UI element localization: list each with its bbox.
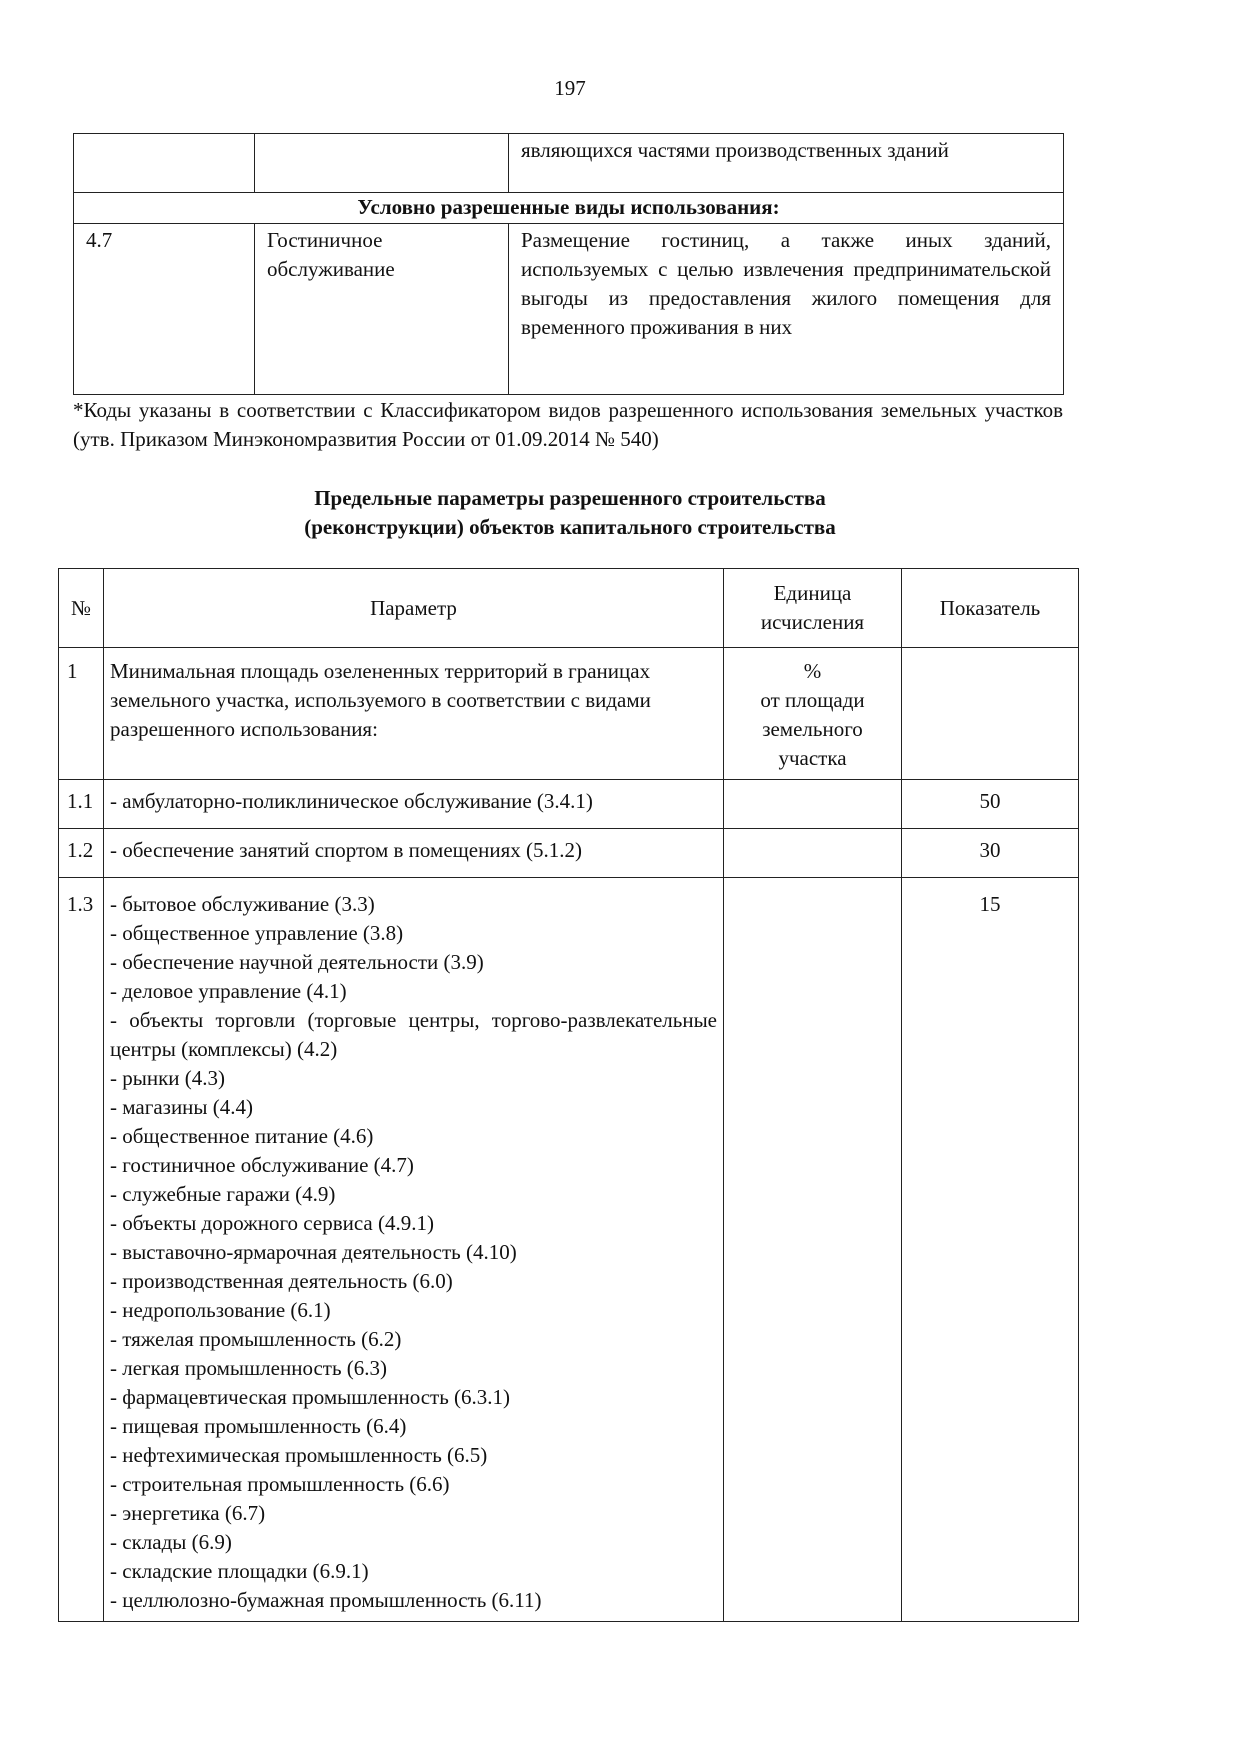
- unit-cell: [724, 780, 902, 829]
- header-unit: Единица исчисления: [724, 569, 902, 648]
- list-item: - выставочно-ярмарочная деятельность (4.10): [110, 1240, 517, 1264]
- list-item: - фармацевтическая промышленность (6.3.1): [110, 1385, 511, 1409]
- parameter-cell: - обеспечение занятий спортом в помещениях (5.1.2): [104, 829, 724, 878]
- unit-cell: [724, 648, 902, 780]
- unit-description: от площади земельного участка: [760, 688, 865, 770]
- construction-parameters-table: [58, 568, 1079, 1622]
- header-parameter: Параметр: [104, 569, 724, 648]
- list-item: - рынки (4.3): [110, 1066, 226, 1090]
- list-item: - пищевая промышленность (6.4): [110, 1414, 407, 1438]
- value-cell: 50: [902, 780, 1079, 829]
- list-item: - деловое управление (4.1): [110, 979, 347, 1003]
- parameter-cell: Минимальная площадь озелененных территорий в границах земельного участка, используемого в соответствии с видами разрешенного использования:: [104, 648, 724, 780]
- unit-cell: [724, 878, 902, 1622]
- table-row: [59, 780, 1079, 829]
- value-cell: [902, 648, 1079, 780]
- description-cell: являющихся частями производственных зданий: [509, 134, 1064, 193]
- table-header-row: [59, 569, 1079, 648]
- header-num: №: [59, 569, 104, 648]
- num-cell: 1.2: [59, 829, 104, 878]
- value-cell: 15: [902, 878, 1079, 1622]
- footnote: *Коды указаны в соответствии с Классификатором видов разрешенного использования земельных участков (утв. Приказом Минэкономразвития России от 01.09.2014 № 540): [73, 398, 1063, 451]
- list-item: - гостиничное обслуживание (4.7): [110, 1153, 414, 1177]
- header-value: Показатель: [902, 569, 1079, 648]
- list-item: - объекты дорожного сервиса (4.9.1): [110, 1211, 434, 1235]
- num-cell: 1.1: [59, 780, 104, 829]
- list-item: - обеспечение научной деятельности (3.9): [110, 950, 484, 974]
- list-item: - легкая промышленность (6.3): [110, 1356, 388, 1380]
- table-row: [59, 829, 1079, 878]
- table-row: [59, 878, 1079, 1622]
- num-cell: 1: [59, 648, 104, 780]
- code-cell: 4.7: [74, 224, 255, 395]
- table-row: [59, 648, 1079, 780]
- list-item: - энергетика (6.7): [110, 1501, 266, 1525]
- section-title: [0, 484, 1140, 542]
- list-item: - магазины (4.4): [110, 1095, 254, 1119]
- unit-symbol: %: [803, 659, 822, 683]
- parameter-cell: - амбулаторно-поликлиническое обслуживание (3.4.1): [104, 780, 724, 829]
- section-title-line-2: (реконструкции) объектов капитального строительства: [304, 515, 836, 539]
- num-cell: 1.3: [59, 878, 104, 1622]
- table-row: [74, 224, 1064, 395]
- list-item: - объекты торговли (торговые центры, торгово-развлекательные центры (комплексы) (4.2): [110, 1008, 717, 1061]
- list-item: - целлюлозно-бумажная промышленность (6.11): [110, 1588, 542, 1612]
- permitted-uses-table: [73, 133, 1064, 395]
- name-cell: Гостиничное обслуживание: [255, 224, 509, 395]
- page-number: 197: [554, 76, 586, 100]
- list-item: - производственная деятельность (6.0): [110, 1269, 453, 1293]
- list-item: - склады (6.9): [110, 1530, 232, 1554]
- list-item: - строительная промышленность (6.6): [110, 1472, 450, 1496]
- code-cell: [74, 134, 255, 193]
- name-cell: [255, 134, 509, 193]
- list-item: - тяжелая промышленность (6.2): [110, 1327, 402, 1351]
- list-item: - недропользование (6.1): [110, 1298, 331, 1322]
- list-item: - нефтехимическая промышленность (6.5): [110, 1443, 488, 1467]
- section-header-conditional-uses: Условно разрешенные виды использования:: [74, 193, 1064, 224]
- description-cell: Размещение гостиниц, а также иных зданий, используемых с целью извлечения предпринимательской выгоды из предоставления жилого помещения для временного проживания в них: [509, 224, 1064, 395]
- section-header-row: [74, 193, 1064, 224]
- table-row-continuation: [74, 134, 1064, 193]
- value-cell: 30: [902, 829, 1079, 878]
- list-item: - общественное питание (4.6): [110, 1124, 374, 1148]
- list-item: - служебные гаражи (4.9): [110, 1182, 336, 1206]
- list-item: - складские площадки (6.9.1): [110, 1559, 369, 1583]
- section-title-line-1: Предельные параметры разрешенного строительства: [314, 486, 826, 510]
- list-item: - общественное управление (3.8): [110, 921, 404, 945]
- list-item: - бытовое обслуживание (3.3): [110, 892, 375, 916]
- unit-cell: [724, 829, 902, 878]
- parameter-list-cell: [104, 878, 724, 1622]
